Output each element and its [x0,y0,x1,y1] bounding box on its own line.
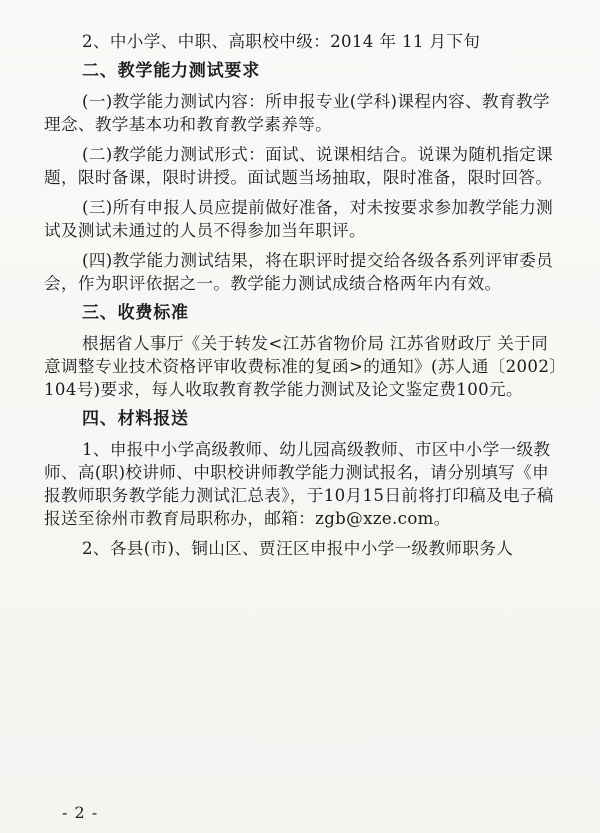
preparation-paragraph: (三)所有申报人员应提前做好准备，对未按要求参加教学能力测试及测试未通过的人员不得参加当年职评。 [44,198,554,240]
section-heading-3: 三、收费标准 [82,303,189,323]
section-heading-2: 二、教学能力测试要求 [82,61,260,81]
section-heading-4: 四、材料报送 [82,409,189,429]
document-body [44,30,564,560]
page-number: - 2 - [62,803,99,822]
test-content-paragraph: (一)教学能力测试内容：所申报专业(学科)课程内容、教育教学理念、教学基本功和教育教学素养等。 [44,92,550,134]
submission-item-2: 2、各县(市)、铜山区、贾汪区申报中小学一级教师职务人 [82,539,514,558]
schedule-item-2: 2、中小学、中职、高职校中级：2014 年 11 月下旬 [82,32,481,51]
test-result-paragraph: (四)教学能力测试结果，将在职评时提交给各级各系列评审委员会，作为职评依据之一。教学能力测试成绩合格两年内有效。 [44,251,554,293]
submission-item-1: 1、申报中小学高级教师、幼儿园高级教师、市区中小学一级教师、高(职)校讲师、中职校讲师教学能力测试报名，请分别填写《申报教师职务教学能力测试汇总表》，于10月15日前将打印稿及电子稿报送至徐州市教育局职称办，邮箱：zgb@xze.com。 [44,440,554,528]
test-format-paragraph: (二)教学能力测试形式：面试、说课相结合。说课为随机指定课题，限时备课，限时讲授。面试题当场抽取，限时准备，限时回答。 [44,145,554,187]
fee-paragraph: 根据省人事厅《关于转发<江苏省物价局 江苏省财政厅 关于同意调整专业技术资格评审收费标准的复函>的通知》(苏人通〔2002〕104号)要求，每人收取教育教学能力测试及论文鉴定费100元。 [44,334,558,399]
